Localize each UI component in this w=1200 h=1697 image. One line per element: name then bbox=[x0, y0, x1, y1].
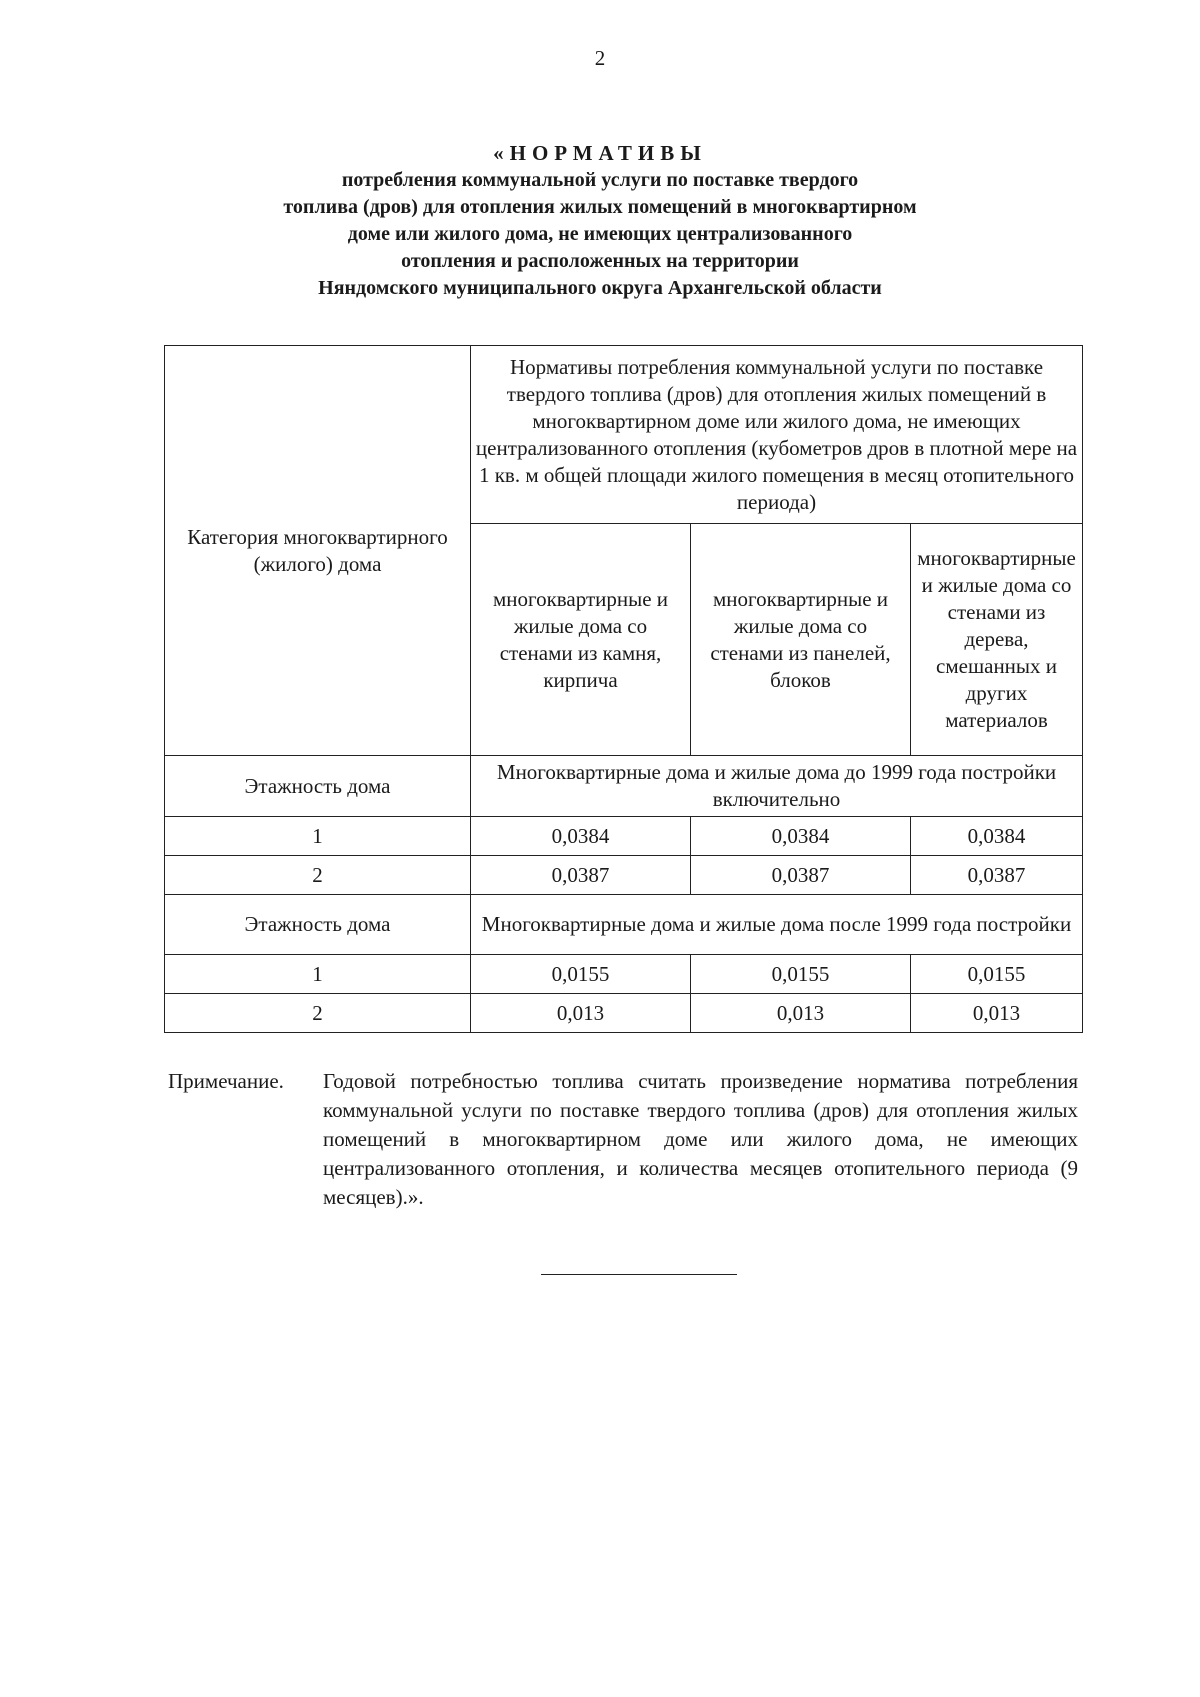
title-line: Няндомского муниципального округа Архангельской области bbox=[318, 277, 882, 299]
value-cell: 0,0155 bbox=[911, 955, 1083, 994]
value-cell: 0,0384 bbox=[471, 817, 691, 856]
note-label: Примечание. bbox=[168, 1069, 284, 1093]
floor-cell: 2 bbox=[165, 856, 471, 895]
value-cell: 0,013 bbox=[471, 994, 691, 1033]
note-text: Годовой потребностью топлива считать произведение норматива потребления коммунальной услуги по поставке твердого топлива (дров) для отопления жилых помещений в многоквартирном доме или жилого дома, не имеющих централизованного отопления, и количества месяцев отопительного периода (9 месяцев).». bbox=[323, 1069, 1078, 1209]
col-header-wood-mixed: многоквартирные и жилые дома со стенами из дерева, смешанных и других материалов bbox=[911, 524, 1083, 756]
section-label: Этажность дома bbox=[165, 756, 471, 817]
value-cell: 0,0387 bbox=[911, 856, 1083, 895]
floor-cell: 1 bbox=[165, 817, 471, 856]
value-cell: 0,0155 bbox=[471, 955, 691, 994]
section-title: Многоквартирные дома и жилые дома до 1999 года постройки включительно bbox=[471, 756, 1083, 817]
table-row bbox=[165, 994, 1083, 1033]
page-number: 2 bbox=[594, 46, 606, 70]
section-label: Этажность дома bbox=[165, 895, 471, 955]
title-main: «НОРМАТИВЫ bbox=[493, 141, 707, 165]
value-cell: 0,0155 bbox=[691, 955, 911, 994]
value-cell: 0,013 bbox=[911, 994, 1083, 1033]
note bbox=[168, 1067, 1078, 1212]
floor-cell: 1 bbox=[165, 955, 471, 994]
title-line: топлива (дров) для отопления жилых помещений в многоквартирном bbox=[283, 196, 917, 218]
col-header-stone-brick: многоквартирные и жилые дома со стенами из камня, кирпича bbox=[471, 524, 691, 756]
title-line: отопления и расположенных на территории bbox=[401, 250, 799, 272]
title-line: доме или жилого дома, не имеющих централизованного bbox=[347, 223, 853, 245]
title-line: потребления коммунальной услуги по поставке твердого bbox=[341, 169, 859, 191]
table-row bbox=[165, 817, 1083, 856]
value-cell: 0,0387 bbox=[691, 856, 911, 895]
value-cell: 0,0384 bbox=[691, 817, 911, 856]
table-row bbox=[165, 955, 1083, 994]
floor-cell: 2 bbox=[165, 994, 471, 1033]
norms-table bbox=[164, 345, 1083, 1033]
separator-line bbox=[541, 1274, 737, 1275]
col-header-panel-block: многоквартирные и жилые дома со стенами из панелей, блоков bbox=[691, 524, 911, 756]
table-row bbox=[165, 856, 1083, 895]
category-header: Категория многоквартирного (жилого) дома bbox=[165, 346, 471, 756]
value-cell: 0,0384 bbox=[911, 817, 1083, 856]
value-cell: 0,0387 bbox=[471, 856, 691, 895]
document-title bbox=[150, 140, 1050, 302]
section-title: Многоквартирные дома и жилые дома после 1999 года постройки bbox=[471, 895, 1083, 955]
value-cell: 0,013 bbox=[691, 994, 911, 1033]
norms-header: Нормативы потребления коммунальной услуги по поставке твердого топлива (дров) для отопления жилых помещений в многоквартирном доме или жилого дома, не имеющих централизованного отопления (кубометров дров в плотной мере на 1 кв. м общей площади жилого помещения в месяц отопительного периода) bbox=[471, 346, 1083, 524]
